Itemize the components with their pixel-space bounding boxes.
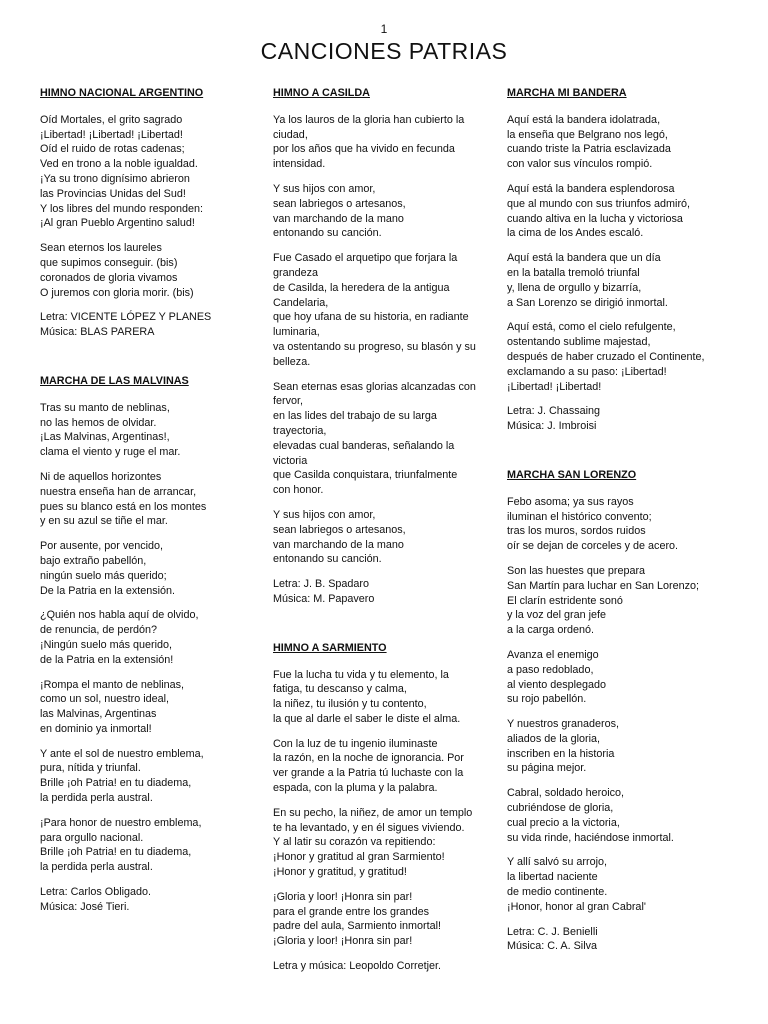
text-line: ningún suelo más querido;: [40, 569, 167, 582]
song-credits: [40, 885, 252, 915]
stanza: [40, 401, 252, 460]
text-line: las Provincias Unidas del Sud!: [40, 187, 186, 200]
song-block: [40, 86, 252, 340]
text-line: Tras su manto de neblinas,: [40, 401, 170, 414]
text-line: Y ante el sol de nuestro emblema,: [40, 747, 204, 760]
text-line: su rojo pabellón.: [507, 693, 587, 706]
text-line: van marchando de la mano: [273, 212, 404, 225]
text-line: Fue Casado el arquetipo que forjara la: [273, 252, 458, 265]
text-line: Letra: VICENTE LÓPEZ Y PLANES: [40, 311, 212, 324]
text-line: en dominio ya inmortal!: [40, 722, 152, 735]
text-line: padre del aula, Sarmiento inmortal!: [273, 920, 442, 933]
text-line: Y sus hijos con amor,: [273, 508, 376, 521]
text-line: coronados de gloria vivamos: [40, 271, 178, 284]
song-title: MARCHA MI BANDERA: [507, 87, 627, 99]
column-3: [507, 86, 729, 988]
text-line: Ved en trono a la noble igualdad.: [40, 158, 198, 171]
stanza: [273, 508, 495, 567]
text-line: van marchando de la mano: [273, 538, 404, 551]
text-line: Febo asoma; ya sus rayos: [507, 495, 634, 508]
text-line: la enseña que Belgrano nos legó,: [507, 128, 668, 141]
song-title: HIMNO NACIONAL ARGENTINO: [40, 87, 204, 99]
text-line: bajo extraño pabellón,: [40, 554, 147, 567]
text-line: Aquí está, como el cielo refulgente,: [507, 321, 676, 334]
stanza: [40, 113, 252, 231]
text-line: la perdida perla austral.: [40, 861, 153, 874]
text-line: Ya los lauros de la gloria han cubierto la: [273, 113, 465, 126]
song-title: HIMNO A SARMIENTO: [273, 641, 387, 654]
stanza: [507, 320, 729, 394]
stanza: [273, 182, 495, 241]
text-line: sean labriegos o artesanos,: [273, 197, 406, 210]
text-line: y, llena de orgullo y bizarría,: [507, 281, 642, 294]
text-line: de renuncia, de perdón?: [40, 624, 158, 637]
text-line: fervor,: [273, 395, 304, 408]
text-line: no las hemos de olvidar.: [40, 416, 157, 429]
text-line: Letra: C. J. Benielli: [507, 925, 598, 938]
stanza: [273, 251, 495, 369]
text-line: victoria: [273, 454, 308, 467]
text-line: cubriéndose de gloria,: [507, 802, 614, 815]
text-line: O juremos con gloria morir. (bis): [40, 286, 194, 299]
stanza: [273, 737, 495, 796]
text-line: clama el viento y ruge el mar.: [40, 446, 181, 459]
stanza: [40, 241, 252, 300]
text-line: que Casilda conquistara, triunfalmente: [273, 469, 458, 482]
text-line: por los años que ha vivido en fecunda: [273, 143, 455, 156]
text-line: como un sol, nuestro ideal,: [40, 693, 170, 706]
text-line: ¿Quién nos habla aquí de olvido,: [40, 609, 199, 622]
text-line: Brille ¡oh Patria! en tu diadema,: [40, 777, 192, 790]
text-line: de la Patria en la extensión!: [40, 653, 174, 666]
text-line: ¡Honor, honor al gran Cabral': [507, 900, 646, 913]
text-line: trayectoria,: [273, 424, 327, 437]
text-line: cuando triste la Patria esclavizada: [507, 143, 671, 156]
text-line: oír se dejan de corceles y de acero.: [507, 540, 679, 553]
text-line: ¡Ya su trono dignísimo abrieron: [40, 172, 190, 185]
text-line: después de haber cruzado el Continente,: [507, 350, 705, 363]
text-line: ¡Las Malvinas, Argentinas!,: [40, 431, 170, 444]
text-line: Aquí está la bandera esplendorosa: [507, 182, 675, 195]
text-line: ver grande a la Patria tú luchaste con la: [273, 767, 464, 780]
text-line: para orgullo nacional.: [40, 831, 144, 844]
text-line: la que al darle el saber le diste el alma.: [273, 712, 461, 725]
text-line: ¡Al gran Pueblo Argentino salud!: [40, 217, 195, 230]
text-line: El clarín estridente sonó: [507, 594, 623, 607]
text-line: las Malvinas, Argentinas: [40, 708, 157, 721]
text-line: la libertad naciente: [507, 871, 598, 884]
text-line: Música: BLAS PARERA: [40, 326, 155, 339]
text-line: ¡Gloria y loor! ¡Honra sin par!: [273, 935, 413, 948]
stanza: [273, 668, 495, 727]
stanza: [507, 182, 729, 241]
song-title: HIMNO A CASILDA: [273, 87, 370, 99]
stanza: [507, 648, 729, 707]
text-line: Música: J. Imbroisi: [507, 420, 597, 433]
text-line: ¡Libertad! ¡Libertad! ¡Libertad!: [40, 128, 183, 141]
text-line: te ha levantado, y en él sigues viviendo.: [273, 821, 465, 834]
stanza: [507, 786, 729, 845]
text-line: iluminan el histórico convento;: [507, 510, 652, 523]
text-line: y la voz del gran jefe: [507, 609, 607, 622]
text-line: San Martín para luchar en San Lorenzo;: [507, 579, 700, 592]
text-line: de Casilda, la heredera de la antigua: [273, 281, 450, 294]
stanza: [40, 539, 252, 598]
text-line: Por ausente, por vencido,: [40, 540, 164, 553]
text-line: ¡Gloria y loor! ¡Honra sin par!: [273, 890, 413, 903]
text-line: ¡Rompa el manto de neblinas,: [40, 678, 185, 691]
text-line: belleza.: [273, 355, 311, 368]
text-line: Aquí está la bandera que un día: [507, 252, 661, 265]
page-number: 1: [380, 22, 388, 36]
text-line: sean labriegos o artesanos,: [273, 523, 406, 536]
text-line: Con la luz de tu ingenio iluminaste: [273, 737, 438, 750]
text-line: Cabral, soldado heroico,: [507, 787, 625, 800]
text-line: Letra y música: Leopoldo Corretjer.: [273, 960, 442, 973]
text-line: De la Patria en la extensión.: [40, 584, 176, 597]
song-block: [273, 86, 495, 607]
song-credits: [273, 959, 495, 974]
text-line: a San Lorenzo se dirigió inmortal.: [507, 296, 668, 309]
text-line: Música: M. Papavero: [273, 592, 375, 605]
text-line: la cima de los Andes escaló.: [507, 227, 644, 240]
stanza: [507, 564, 729, 638]
stanza: [273, 806, 495, 880]
text-line: espada, con la pluma y la palabra.: [273, 782, 438, 795]
text-line: ¡Para honor de nuestro emblema,: [40, 816, 202, 829]
column-2: [273, 86, 495, 1008]
text-line: ¡Ningún suelo más querido,: [40, 638, 173, 651]
song-credits: [507, 404, 729, 434]
text-line: que supimos conseguir. (bis): [40, 256, 178, 269]
text-line: para el grande entre los grandes: [273, 905, 430, 918]
stanza: [507, 717, 729, 776]
stanza: [40, 608, 252, 667]
text-line: Son las huestes que prepara: [507, 564, 646, 577]
text-line: va ostentando su progreso, su blasón y su: [273, 340, 476, 353]
song-block: [507, 468, 729, 954]
text-line: En su pecho, la niñez, de amor un templo: [273, 806, 473, 819]
text-line: su página mejor.: [507, 762, 587, 775]
text-line: nuestra enseña han de arrancar,: [40, 485, 197, 498]
text-line: con valor sus vínculos rompió.: [507, 158, 653, 171]
text-line: Y nuestros granaderos,: [507, 718, 620, 731]
text-line: la razón, en la noche de ignorancia. Por: [273, 752, 464, 765]
text-line: a la carga ordenó.: [507, 624, 595, 637]
song-block: [507, 86, 729, 434]
text-line: en la batalla tremoló triunfal: [507, 266, 640, 279]
text-line: que hoy ufana de su historia, en radiante: [273, 311, 469, 324]
stanza: [507, 113, 729, 172]
song-block: [273, 641, 495, 974]
text-line: pues su blanco está en los montes: [40, 500, 207, 513]
text-line: grandeza: [273, 266, 319, 279]
text-line: Letra: Carlos Obligado.: [40, 886, 152, 899]
text-line: la niñez, tu ilusión y tu contento,: [273, 698, 427, 711]
text-line: con honor.: [273, 484, 324, 497]
page-title: CANCIONES PATRIAS: [260, 38, 508, 64]
stanza: [40, 678, 252, 737]
text-line: pura, nítida y triunfal.: [40, 762, 141, 775]
text-line: Letra: J. B. Spadaro: [273, 578, 370, 591]
stanza: [273, 380, 495, 498]
text-line: ¡Honor y gratitud al gran Sarmiento!: [273, 851, 445, 864]
song-credits: [507, 925, 729, 955]
text-line: a paso redoblado,: [507, 663, 594, 676]
text-line: que al mundo con sus triunfos admiró,: [507, 197, 691, 210]
text-line: su vida rinde, haciéndose inmortal.: [507, 831, 674, 844]
text-line: cuando altiva en la lucha y victoriosa: [507, 212, 683, 225]
stanza: [40, 747, 252, 806]
text-line: Música: José Tieri.: [40, 900, 130, 913]
text-line: Brille ¡oh Patria! en tu diadema,: [40, 846, 192, 859]
text-line: de medio continente.: [507, 886, 608, 899]
text-line: Avanza el enemigo: [507, 648, 599, 661]
text-line: exclamando a su paso: ¡Libertad!: [507, 365, 667, 378]
song-credits: [273, 577, 495, 607]
song-title: MARCHA DE LAS MALVINAS: [40, 374, 189, 387]
stanza: [507, 495, 729, 554]
text-line: Oíd el ruido de rotas cadenas;: [40, 143, 185, 156]
text-line: la perdida perla austral.: [40, 792, 153, 805]
text-line: Música: C. A. Silva: [507, 940, 598, 953]
text-line: Ni de aquellos horizontes: [40, 470, 162, 483]
song-title: MARCHA SAN LORENZO: [507, 468, 637, 481]
text-line: Aquí está la bandera idolatrada,: [507, 113, 661, 126]
text-line: y en su azul se tiñe el mar.: [40, 515, 168, 528]
text-line: luminaria,: [273, 326, 320, 339]
text-line: ostentando sublime majestad,: [507, 336, 651, 349]
text-line: Y allí salvó su arrojo,: [507, 856, 608, 869]
song-credits: [40, 310, 252, 340]
text-line: fatiga, tu descanso y calma,: [273, 683, 407, 696]
text-line: ¡Honor y gratitud, y gratitud!: [273, 866, 407, 879]
text-line: ¡Libertad! ¡Libertad!: [507, 380, 602, 393]
text-line: Y al latir su corazón va repitiendo:: [273, 836, 436, 849]
stanza: [40, 816, 252, 875]
stanza: [507, 855, 729, 914]
stanza: [507, 251, 729, 310]
text-line: Oíd Mortales, el grito sagrado: [40, 113, 183, 126]
text-line: intensidad.: [273, 158, 326, 171]
text-line: Letra: J. Chassaing: [507, 405, 601, 418]
text-line: en las lides del trabajo de su larga: [273, 410, 437, 423]
stanza: [40, 470, 252, 529]
text-line: cual precio a la victoria,: [507, 816, 620, 829]
text-line: elevadas cual banderas, señalando la: [273, 439, 455, 452]
column-1: [40, 86, 252, 949]
text-line: entonando su canción.: [273, 553, 382, 566]
text-line: ciudad,: [273, 128, 308, 141]
text-line: Sean eternos los laureles: [40, 242, 162, 255]
text-line: inscriben en la historia: [507, 747, 615, 760]
stanza: [273, 890, 495, 949]
stanza: [273, 113, 495, 172]
text-line: Fue la lucha tu vida y tu elemento, la: [273, 668, 449, 681]
text-line: Candelaria,: [273, 296, 329, 309]
text-line: entonando su canción.: [273, 227, 382, 240]
text-line: al viento desplegado: [507, 678, 607, 691]
text-line: aliados de la gloria,: [507, 732, 601, 745]
text-line: Y los libres del mundo responden:: [40, 202, 204, 215]
text-line: Y sus hijos con amor,: [273, 182, 376, 195]
text-line: Sean eternas esas glorias alcanzadas con: [273, 380, 476, 393]
text-line: tras los muros, sordos ruidos: [507, 525, 646, 538]
song-block: [40, 374, 252, 915]
